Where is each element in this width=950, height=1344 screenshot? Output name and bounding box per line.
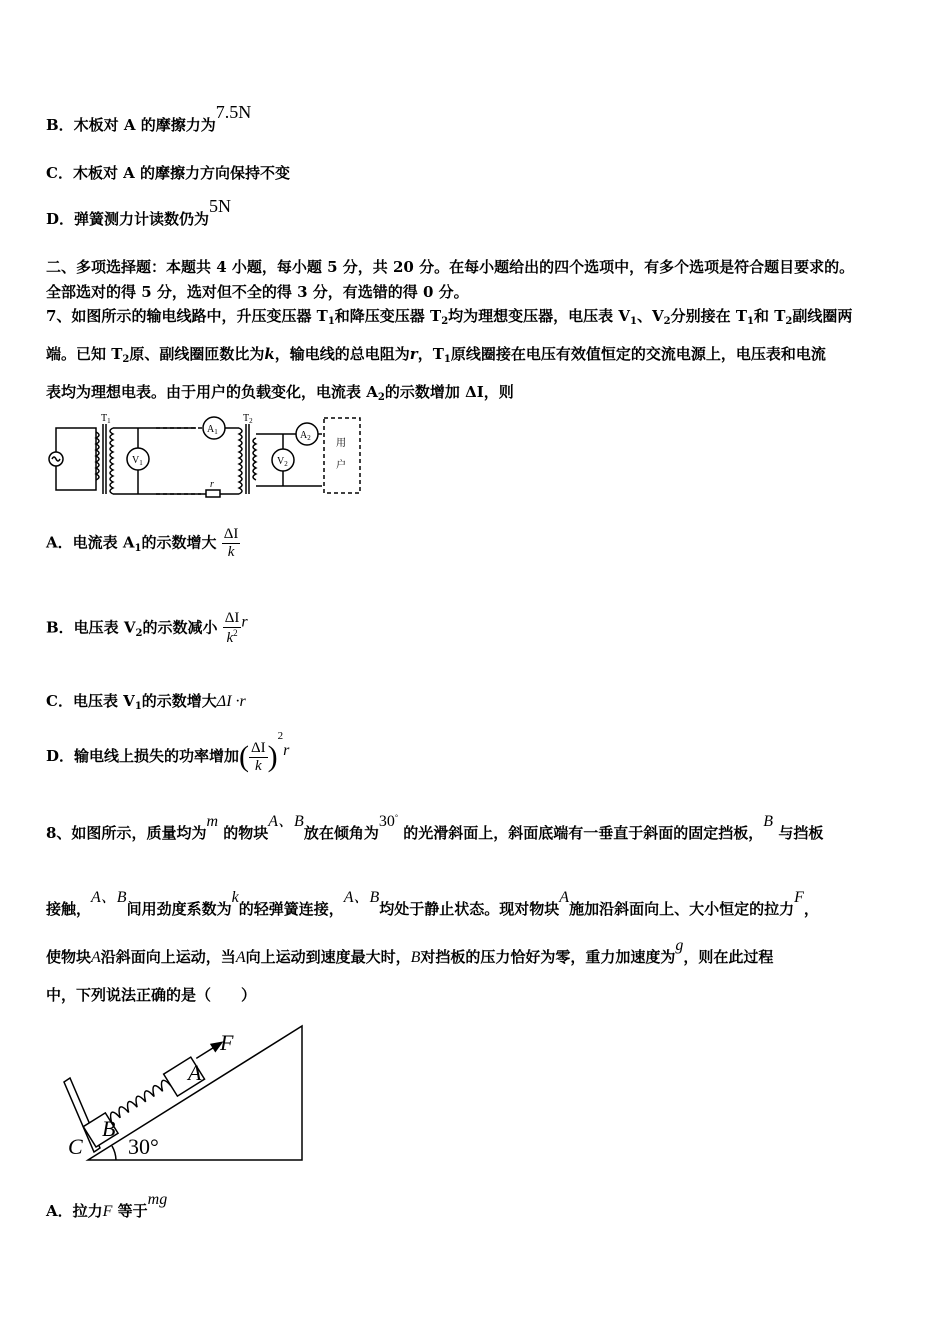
q7-option-d: D．输电线上损失的功率增加( $\frac{\Delta I}{k}$ )$^2$r [46,730,290,774]
q7-circuit-diagram [46,410,366,498]
q8-l2f: ， [803,900,819,918]
q7-c-expr: ΔI [216,693,232,710]
angle-label: 30° [128,1134,159,1159]
q7-sub: 1 [327,316,335,327]
q7-b-tail: r [241,613,248,631]
fraction-den: k [227,544,235,560]
q8-l2e: 施加沿斜面向上、大小恒定的拉力 [569,900,795,918]
q7-sub: 2 [663,316,671,327]
q7-l1c: 均为理想变压器，电压表 V [448,307,631,325]
q7-l2b: 原、副线圈匝数比为 [129,345,265,363]
q7-b-fraction [223,610,242,647]
q8-a: A [91,949,101,966]
q8-a: A [235,949,246,966]
spring-icon [107,1078,171,1123]
q7-l1f: 和 T [753,307,786,325]
q7-l1b: 和降压变压器 T [334,307,442,325]
q7-d-text: D．输电线上损失的功率增加 [46,747,240,765]
q7-b-text: B．电压表 V [46,618,136,637]
q7-a-fraction [222,526,241,561]
q8-l3e: ，则在此过程 [683,948,774,966]
q7-sub: 1 [134,542,142,554]
q7-b-text2: 的示数减小 [142,618,218,637]
q6-option-d [46,196,232,229]
q7-l1e: 分别接在 T [670,307,747,325]
v1-label: $V_1$ [132,455,143,467]
q8-l3c: 向上运动到速度最大时， [245,948,411,966]
q8-g: g [675,937,684,954]
a1-label: $A_1$ [207,424,218,436]
q8-l1b: 的物块 [223,824,269,842]
fraction-den: k [255,757,262,774]
q7-l3a: 表均为理想电表。由于用户的负载变化，电流表 A [46,383,378,401]
fraction-den-exp: 2 [233,628,238,638]
q7-option-a [46,526,240,561]
q7-sub: 1 [443,354,451,365]
fraction-den: k [226,630,234,646]
q8-l3d: 对挡板的压力恰好为零，重力加速度为 [420,948,676,966]
q8-ab: A、B [268,813,304,830]
q7-option-c [46,690,246,711]
q8-l1c: 放在倾角为 [303,824,379,842]
q7-c-text2: 的示数增大 [141,692,217,710]
fraction-num: ΔI [224,610,240,626]
force-f-label: F [220,1030,234,1055]
q7-a-text2: 的示数增大 [141,533,217,552]
r-label: r [210,479,214,490]
q7-l1a: 7、如图所示的输电线路中，升压变压器 T [46,307,328,325]
q8-f: F [794,889,804,906]
q7-option-b [46,610,248,647]
q7-r: r [409,345,418,363]
q7-sub: 1 [134,701,142,712]
point-c-label: C [68,1134,83,1159]
q6-option-c-text: C．木板对 A 的摩擦力方向保持不变 [46,164,291,182]
q8-l1a: 8、如图所示，质量均为 [46,824,207,842]
resistor-r [206,490,220,497]
q8-b: B [763,813,774,830]
q8-a-text2: 等于 [117,1202,148,1220]
t1-label: $T_1$ [101,413,111,425]
q8-line3 [46,937,774,967]
a2-label: $A_2$ [300,430,311,442]
v2-label: $V_2$ [277,456,288,468]
q7-l1d: 、V [637,307,664,325]
q8-line4: 中，下列说法正确的是（ ） [46,986,257,1004]
q8-a: A [559,889,570,906]
fraction-num: ΔI [223,526,239,542]
fraction-num: ΔI [251,739,266,756]
q7-line3 [46,381,514,402]
q8-l2c: 的轻弹簧连接， [238,900,344,918]
q8-l3b: 沿斜面向上运动，当 [100,948,236,966]
q6-option-b-text: B．木板对 A 的摩擦力为 [46,116,216,134]
q8-angle-sup: ° [394,813,399,822]
q8-line1 [46,813,824,843]
q6-option-d-value: 5N [209,196,232,216]
q7-a-text: A．电流表 A [46,533,135,552]
q7-c-tail: ·r [235,693,246,710]
q8-m: m [206,813,219,830]
q7-l2a: 端。已知 T [46,345,123,363]
q8-a-text: A．拉力 [46,1202,103,1220]
q7-d-tail: r [283,742,290,759]
q8-a-f: F [102,1203,113,1220]
q6-option-d-text: D．弹簧测力计读数仍为 [46,210,210,228]
q8-line2 [46,889,819,919]
block-b-label: B [102,1116,116,1141]
q8-option-a [46,1191,168,1221]
q7-line2 [46,343,826,364]
user-label-2: 户 [336,460,346,471]
q7-l2g: 原线圈接在电压有效值恒定的交流电源上，电压表和电流 [450,345,826,363]
q7-l3b: 的示数增加 ΔI，则 [384,383,514,401]
q7-sub: 2 [377,392,385,403]
q7-line1 [46,305,852,326]
q8-l1d: 的光滑斜面上，斜面底端有一垂直于斜面的固定挡板， [403,824,764,842]
q7-sub: 2 [135,627,143,639]
q7-c-text: C．电压表 V [46,692,135,710]
q7-sub: 1 [747,316,754,327]
q8-ab: A、B [343,889,380,906]
q8-b: B [410,949,421,966]
q6-option-c [46,162,290,183]
block-a-label: A [188,1060,202,1085]
q7-sub: 2 [785,316,793,327]
q6-option-b-value: 7.5N [215,102,252,122]
q8-l2d: 均处于静止状态。现对物块 [379,900,560,918]
q7-sub: 2 [122,354,130,365]
q8-l1e: 与挡板 [778,824,824,842]
q8-a-mg: mg [147,1191,168,1208]
q8-l2a: 接触， [46,900,92,918]
q8-incline-diagram [60,1020,310,1166]
q8-l3a: 使物块 [46,948,92,966]
q7-sub: 1 [630,316,637,327]
q6-option-b [46,102,252,135]
t2-primary-coil [239,428,242,494]
q8-ab: A、B [91,889,127,906]
user-label-1: 用 [336,438,346,449]
q7-sub: 2 [441,316,449,327]
q7-l2d: ，输电线的总电阻为 [274,345,410,363]
angle-arc [112,1146,116,1160]
q7-k: k [264,345,275,363]
q7-l1g: 副线圈两 [792,307,853,325]
q8-angle: 30 [378,813,395,830]
q7-d-exp: 2 [277,730,284,742]
section2-line1: 二、多项选择题：本题共 4 小题，每小题 5 分，共 20 分。在每小题给出的四个选项中，有多个选项是符合题目要求的。 [46,258,855,276]
force-arrow [196,1048,213,1059]
incline-triangle [88,1026,302,1160]
section2-line2: 全部选对的得 5 分，选对但不全的得 3 分，有选错的得 0 分。 [46,283,469,301]
t2-label: $T_2$ [243,413,253,425]
q7-l2f: ，T [417,345,444,363]
t1-secondary-coil [110,428,113,494]
q7-d-fraction [249,740,268,775]
q8-k: k [231,889,239,906]
q8-l2b: 间用劲度系数为 [126,900,232,918]
t2-secondary-coil [253,438,256,480]
user-load-box [324,418,360,493]
